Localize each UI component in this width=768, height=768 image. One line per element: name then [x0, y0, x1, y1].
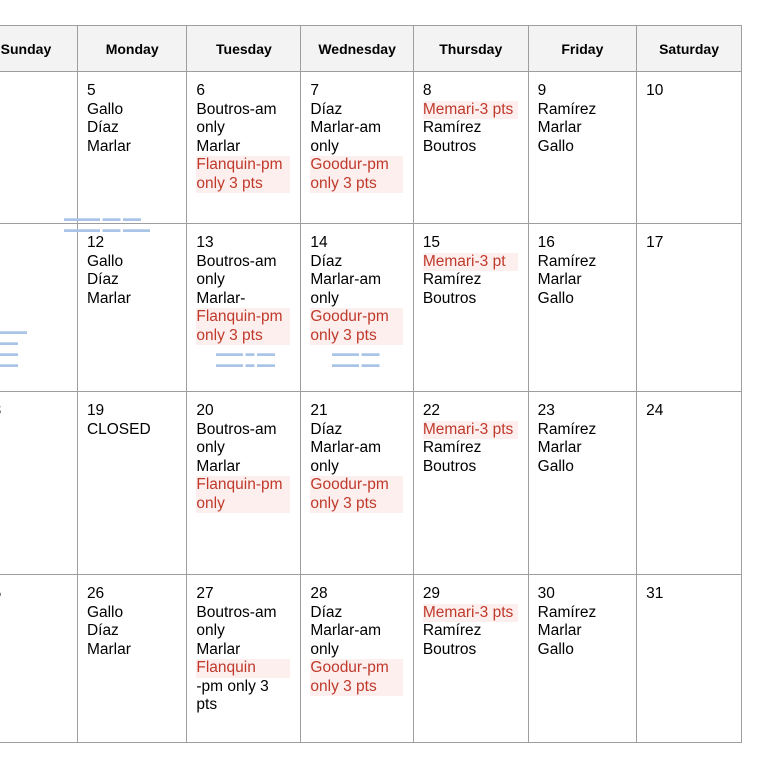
- bleed-through-mark: ▬▬▬ ▬ ▬▬ ▬▬▬ ▬ ▬▬: [216, 348, 276, 369]
- staff-entry: Boutros-am: [196, 603, 277, 621]
- day-number: 23: [537, 402, 555, 419]
- staff-entry: Memari-3 pts: [423, 604, 518, 623]
- staff-entry: Gallo: [537, 457, 574, 475]
- day-cell-monday: [77, 575, 186, 743]
- day-number: 13: [196, 234, 214, 251]
- staff-entry: Boutros-am: [196, 420, 277, 438]
- staff-entry: Gallo: [537, 289, 574, 307]
- staff-entry: only: [196, 439, 225, 456]
- day-cell-sunday: [0, 575, 77, 743]
- staff-entry: Boutros-am: [196, 252, 277, 270]
- day-cell-sunday: [0, 392, 77, 575]
- staff-entry: only: [196, 271, 225, 288]
- staff-entry: Marlar: [537, 622, 582, 639]
- staff-entry: Marlar: [537, 439, 582, 456]
- day-cell-monday: [77, 72, 186, 224]
- bleed-through-mark: ▬▬▬ ▬▬ ▬▬ ▬▬: [0, 326, 27, 369]
- staff-entry: Gallo: [537, 137, 574, 155]
- day-number: 19: [86, 402, 105, 419]
- staff-entry: only: [310, 457, 339, 475]
- day-cell-saturday: [637, 72, 742, 224]
- staff-entry: Ramírez: [422, 622, 482, 639]
- day-cell-saturday: [637, 575, 742, 743]
- staff-entry: only 3 pts: [310, 327, 402, 346]
- day-cell-wednesday: [301, 575, 413, 743]
- staff-entry: Marlar: [86, 640, 131, 658]
- staff-entry: Boutros-am: [196, 100, 277, 118]
- day-cell-saturday: [637, 224, 742, 392]
- day-number: 28: [310, 585, 328, 602]
- staff-entry: only: [310, 137, 339, 155]
- staff-entry: Marlar-am: [310, 622, 382, 639]
- staff-entry: Marlar: [86, 137, 131, 155]
- staff-entry: pts: [196, 696, 218, 713]
- day-cell-friday: [528, 224, 636, 392]
- staff-entry: Boutros: [422, 137, 477, 155]
- day-number: 6: [196, 82, 206, 99]
- header-saturday: Saturday: [637, 26, 742, 72]
- day-number: 21: [310, 402, 328, 419]
- staff-entry: Flanquin-pm: [196, 156, 290, 175]
- staff-entry: Marlar-am: [310, 271, 382, 288]
- week-row: [0, 392, 742, 575]
- staff-entry: Flanquin-pm: [196, 308, 290, 327]
- day-number: 27: [196, 585, 214, 602]
- staff-entry: Ramírez: [422, 439, 482, 456]
- day-cell-thursday: [413, 224, 528, 392]
- staff-entry: Boutros: [422, 289, 477, 307]
- day-number: 15: [422, 234, 441, 251]
- staff-entry: only: [196, 622, 225, 639]
- day-number: 8: [422, 82, 432, 99]
- day-number: 22: [422, 402, 441, 419]
- day-number: 17: [646, 234, 664, 251]
- day-number: [0, 585, 67, 604]
- staff-entry: Díaz: [86, 271, 119, 288]
- staff-entry: Díaz: [310, 603, 343, 621]
- staff-entry: Gallo: [86, 252, 124, 270]
- staff-entry: Memari-3 pts: [423, 421, 518, 440]
- day-number: 10: [646, 82, 664, 99]
- staff-entry: CLOSED: [86, 420, 151, 438]
- staff-entry: Díaz: [310, 100, 343, 118]
- day-number: 30: [537, 585, 555, 602]
- staff-entry: Goodur-pm: [310, 476, 402, 495]
- day-number: 12: [86, 234, 105, 251]
- staff-entry: only 3 pts: [310, 175, 402, 194]
- week-row: [0, 575, 742, 743]
- staff-entry: only: [196, 495, 290, 514]
- header-monday: Monday: [77, 26, 186, 72]
- staff-entry: Díaz: [86, 622, 119, 639]
- day-cell-tuesday: [187, 392, 301, 575]
- calendar-table: [0, 25, 742, 743]
- staff-entry: Gallo: [86, 603, 124, 621]
- header-thursday: Thursday: [413, 26, 528, 72]
- day-cell-monday: [77, 224, 186, 392]
- staff-entry: Flanquin: [196, 659, 290, 678]
- staff-entry: Marlar: [196, 640, 241, 658]
- day-cell-friday: [528, 575, 636, 743]
- staff-entry: Flanquin-pm: [196, 476, 290, 495]
- staff-entry: Díaz: [86, 119, 119, 136]
- day-number: 14: [310, 234, 328, 251]
- staff-entry: Gallo: [537, 640, 574, 658]
- day-cell-thursday: [413, 72, 528, 224]
- staff-entry: Marlar: [196, 457, 241, 475]
- staff-entry: Marlar: [196, 137, 241, 155]
- day-cell-tuesday: [187, 575, 301, 743]
- staff-entry: only 3 pts: [196, 327, 290, 346]
- staff-entry: Goodur-pm: [310, 659, 402, 678]
- staff-entry: Marlar: [537, 271, 582, 288]
- header-sunday: Sunday: [0, 26, 77, 72]
- staff-entry: only: [196, 119, 225, 136]
- day-cell-sunday: [0, 72, 77, 224]
- staff-entry: Díaz: [310, 252, 343, 270]
- bleed-through-mark: ▬▬▬▬ ▬▬ ▬▬ ▬▬▬▬ ▬▬ ▬▬▬: [64, 213, 151, 234]
- day-number: [0, 234, 67, 253]
- staff-entry: Marlar: [537, 119, 582, 136]
- header-tuesday: Tuesday: [187, 26, 301, 72]
- header-friday: Friday: [528, 26, 636, 72]
- staff-entry: Boutros: [422, 640, 477, 658]
- staff-entry: Ramírez: [422, 271, 482, 288]
- day-cell-saturday: [637, 392, 742, 575]
- weekday-header-row: [0, 26, 742, 72]
- day-cell-thursday: [413, 392, 528, 575]
- day-number: 16: [537, 234, 555, 251]
- week-row: [0, 72, 742, 224]
- day-cell-monday: [77, 392, 186, 575]
- staff-entry: Ramírez: [537, 100, 597, 118]
- staff-entry: Marlar: [86, 289, 131, 307]
- staff-entry: Marlar-am: [310, 439, 382, 456]
- day-number: 29: [422, 585, 441, 602]
- staff-entry: -pm only 3: [196, 677, 269, 695]
- header-wednesday: Wednesday: [301, 26, 413, 72]
- staff-entry: only: [310, 289, 339, 307]
- staff-entry: Gallo: [86, 100, 124, 118]
- staff-entry: Ramírez: [422, 119, 482, 136]
- day-cell-tuesday: [187, 72, 301, 224]
- staff-entry: Memari-3 pt: [423, 253, 518, 272]
- day-number: 24: [646, 402, 664, 419]
- staff-entry: only 3 pts: [196, 175, 290, 194]
- staff-entry: Goodur-pm: [310, 156, 402, 175]
- staff-entry: Ramírez: [537, 603, 597, 621]
- day-number: 7: [310, 82, 320, 99]
- staff-entry: only: [310, 640, 339, 658]
- staff-entry: Ramírez: [537, 252, 597, 270]
- day-number: 9: [537, 82, 547, 99]
- staff-entry: Goodur-pm: [310, 308, 402, 327]
- day-cell-wednesday: [301, 72, 413, 224]
- day-number: 31: [646, 585, 664, 602]
- day-number: 5: [86, 82, 96, 99]
- day-cell-wednesday: [301, 392, 413, 575]
- staff-entry: only 3 pts: [310, 495, 402, 514]
- day-number: 26: [86, 585, 105, 602]
- day-number: [0, 402, 67, 421]
- bleed-through-mark: ▬▬▬ ▬▬ ▬▬▬ ▬▬: [332, 348, 380, 369]
- staff-entry: Ramírez: [537, 420, 597, 438]
- staff-entry: Marlar-am: [310, 119, 382, 136]
- staff-entry: only 3 pts: [310, 678, 402, 697]
- day-cell-friday: [528, 392, 636, 575]
- day-cell-thursday: [413, 575, 528, 743]
- staff-entry: Boutros: [422, 457, 477, 475]
- staff-entry: Marlar-: [196, 289, 246, 307]
- staff-entry: Memari-3 pts: [423, 101, 518, 120]
- day-cell-friday: [528, 72, 636, 224]
- staff-entry: Díaz: [310, 420, 343, 438]
- day-number: 20: [196, 402, 214, 419]
